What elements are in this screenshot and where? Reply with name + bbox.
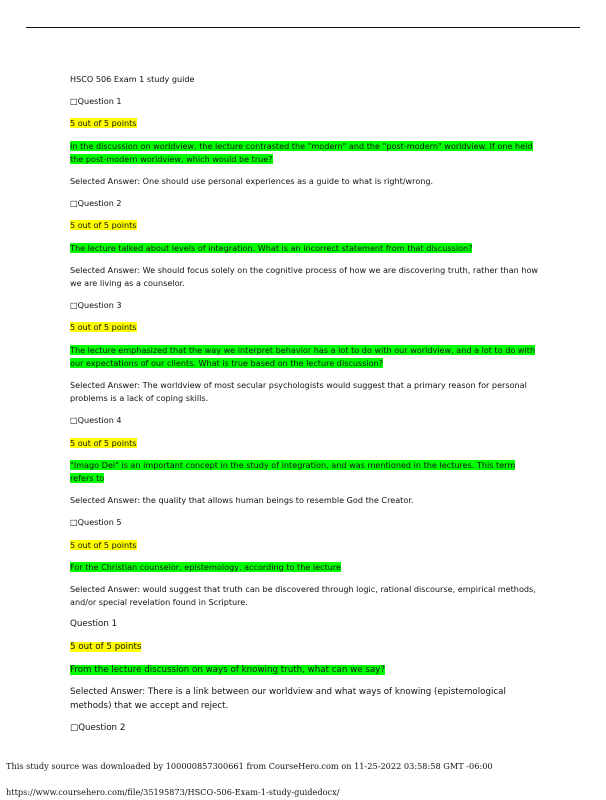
document-body (70, 73, 540, 745)
selected-answer: Selected Answer: the quality that allows human beings to resemble God the Creator. (70, 495, 414, 506)
selected-answer: Selected Answer: We should focus solely on the cognitive process of how we are discovering truth, rather than how we are living as a counselor. (70, 264, 539, 289)
question-label: □Question 5 (70, 517, 122, 528)
score-highlight: 5 out of 5 points (70, 437, 137, 448)
score-line (70, 219, 540, 232)
question-block-4 (70, 414, 540, 507)
score-line (70, 437, 540, 450)
prompt-highlight: From the lecture discussion on ways of knowing truth, what can we say? (70, 664, 385, 675)
download-note: This study source was downloaded by 100000857300661 from CourseHero.com on 11-25-2022 03:58:58 GMT -06:00 (6, 761, 493, 771)
prompt-highlight: The lecture talked about levels of integration. What is an incorrect statement from that discussion? (70, 242, 473, 253)
question-label: Question 1 (70, 619, 118, 630)
question-label: □Question 3 (70, 300, 122, 311)
score-line (70, 321, 540, 334)
question-prompt (70, 561, 540, 574)
question-prompt (70, 242, 540, 255)
question-label: □Question 4 (70, 415, 122, 426)
question-prompt (70, 459, 540, 485)
prompt-highlight: The lecture emphasized that the way we interpret behavior has a lot to do with our worldview, and a lot to do with our expectations of our clients. What is true based on the lecture discussion? (70, 344, 536, 368)
selected-answer: Selected Answer: The worldview of most secular psychologists would suggest that a primary reason for personal problems is a lack of coping skills. (70, 380, 527, 404)
selected-answer: Selected Answer: would suggest that truth can be discovered through logic, rational discourse, empirical methods, and/or special revelation found in Scripture. (70, 584, 536, 608)
question-label: □Question 1 (70, 96, 122, 107)
question-label: □Question 2 (70, 198, 122, 209)
question-prompt (70, 344, 540, 370)
score-line (70, 117, 540, 130)
question-block-1 (70, 95, 540, 188)
document-title: HSCO 506 Exam 1 study guide (70, 74, 195, 84)
question-label-last: □Question 2 (70, 723, 126, 734)
score-highlight: 5 out of 5 points (70, 118, 137, 129)
question-block-3 (70, 299, 540, 405)
prompt-highlight: In the discussion on worldview, the lecture contrasted the "modern" and the "post-modern" worldview. If one held the post-modern worldview, which would be true? (70, 140, 533, 164)
top-divider (26, 27, 580, 28)
prompt-highlight: "Imago Dei" is an important concept in the study of integration, and was mentioned in the lectures. This term refers to (70, 459, 516, 484)
question-prompt (70, 140, 540, 166)
score-highlight: 5 out of 5 points (70, 642, 142, 653)
prompt-highlight: For the Christian counselor, epistemology, according to the lecture (70, 561, 341, 572)
question-block-2 (70, 197, 540, 290)
score-line (70, 539, 540, 552)
source-url[interactable]: https://www.coursehero.com/file/35195873/HSCO-506-Exam-1-study-guidedocx/ (6, 787, 340, 797)
selected-answer: Selected Answer: One should use personal experiences as a guide to what is right/wrong. (70, 176, 434, 187)
question-prompt (70, 664, 540, 678)
score-line (70, 641, 540, 655)
score-highlight: 5 out of 5 points (70, 220, 137, 231)
selected-answer: Selected Answer: There is a link between our worldview and what ways of knowing (epistemological methods) that we accept and reject. (70, 687, 506, 711)
score-highlight: 5 out of 5 points (70, 322, 137, 333)
question-block-5 (70, 516, 540, 609)
score-highlight: 5 out of 5 points (70, 539, 137, 550)
question-block-6 (70, 618, 540, 736)
